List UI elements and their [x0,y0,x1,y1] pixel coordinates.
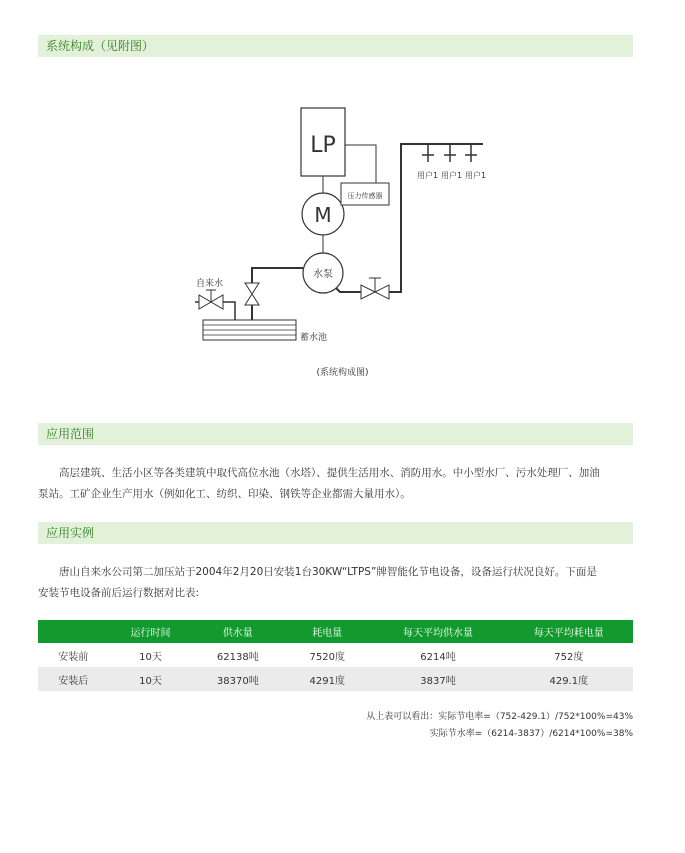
table-cell: 429.1度 [505,667,633,691]
table-header-cell: 供水量 [193,620,283,643]
tap-label: 自来水 [196,279,224,289]
table-cell: 38370吨 [193,667,283,691]
section-header-system [38,35,633,57]
section-title: 应用范围 [46,427,95,441]
table-cell: 10天 [108,667,192,691]
table-cell: 安装前 [38,643,108,667]
table-header-cell: 每天平均供水量 [371,620,504,643]
section-title: 应用实例 [46,526,95,540]
tap-valve [199,290,223,309]
motor-label: M [314,203,332,227]
table-cell: 4291度 [283,667,371,691]
section-title: 系统构成（见附图） [46,39,155,53]
scope-line-1: 高层建筑、生活小区等各类建筑中取代高位水池（水塔）、提供生活用水、消防用水。中小型水厂、污水处理厂、加油 [59,467,600,479]
pump-outlet-pipe [336,288,361,292]
scope-paragraph [38,463,633,505]
pump-label: 水泵 [313,269,333,280]
table-cell: 10天 [108,643,192,667]
table-header-cell: 每天平均耗电量 [505,620,633,643]
table-row [38,667,633,691]
table-cell: 62138吨 [193,643,283,667]
comparison-table [38,620,633,691]
section-header-example [38,522,633,544]
water-tank [203,320,296,340]
table-header-cell [38,620,108,643]
power-saving-note: 从上表可以看出：实际节电率=（752-429.1）/752*100%=43% [366,712,633,722]
user-label-1: 用户1 [417,171,439,180]
table-row [38,643,633,667]
table-cell: 6214吨 [371,643,504,667]
user-label-2: 用户1 [441,171,463,180]
table-cell: 安装后 [38,667,108,691]
example-paragraph [38,562,633,604]
table-cell: 3837吨 [371,667,504,691]
diagram-caption: (系统构成图) [316,368,369,378]
system-diagram [185,100,495,360]
user-label-3: 用户1 [465,171,487,180]
example-line-1: 唐山自来水公司第二加压站于2004年2月20日安装1台30KW“LTPS”牌智能化节电设备，设备运行状况良好。下面是 [59,566,597,578]
tank-label: 蓄水池 [300,333,328,343]
inlet-valve [245,283,259,305]
section-header-scope [38,423,633,445]
user-tap-2 [444,144,456,162]
lp-label: LP [310,133,336,158]
table-header-row [38,620,633,643]
sensor-label: 压力传感器 [347,192,383,200]
water-saving-note: 实际节水率=（6214-3837）/6214*100%=38% [429,729,633,739]
user-tap-1 [422,144,434,162]
outlet-valve [361,278,389,299]
pump-inlet-pipe [252,268,303,283]
scope-line-2: 泵站。工矿企业生产用水（例如化工、纺织、印染、钢铁等企业都需大量用水）。 [38,488,411,500]
table-cell: 7520度 [283,643,371,667]
savings-notes [366,709,633,743]
table-header-cell: 耗电量 [283,620,371,643]
table-header-cell: 运行时间 [108,620,192,643]
tap-feed-pipe [223,302,235,320]
lp-sensor-line [345,145,376,183]
example-line-2: 安装节电设备前后运行数据对比表: [38,587,200,599]
table-cell: 752度 [505,643,633,667]
riser-pipe [389,144,483,292]
user-tap-3 [465,144,477,162]
